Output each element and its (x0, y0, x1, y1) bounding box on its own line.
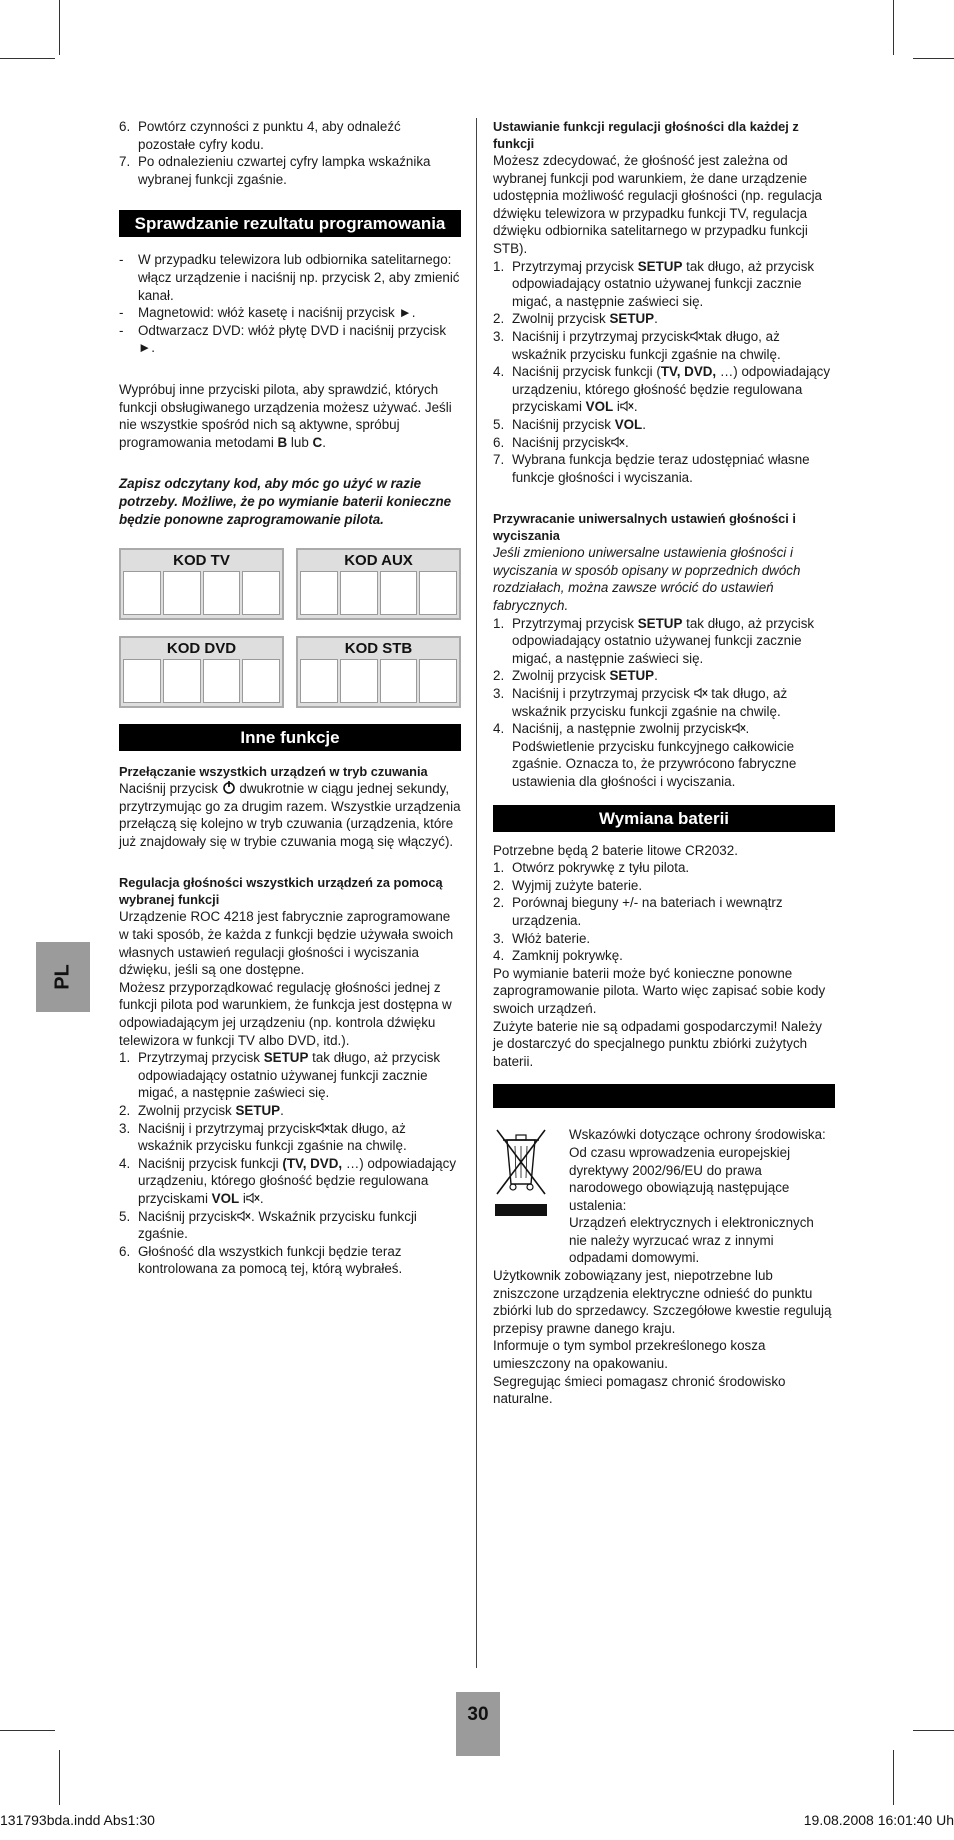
reset-volume-paragraph: Jeśli zmieniono uniwersalne ustawienia głośności i wyciszania w sposób opisany w poprzednich dwóch rozdziałach, można zawsze wrócić do ustawień fabrycznych. (493, 545, 801, 614)
set-volume-heading: Ustawianie funkcji regulacji głośności dla każdej z funkcji (493, 119, 799, 151)
footer-file: 131793bda.indd Abs1:30 (0, 1812, 155, 1828)
list-item: 1. Przytrzymaj przycisk SETUP tak długo, aż przycisk odpowiadający ostatnio używanej funkcji zacznie migać, a następnie zaświeci się. (119, 1050, 441, 1101)
standby-heading: Przełączanie wszystkich urządzeń w tryb czuwania (119, 764, 428, 780)
mute-icon (246, 1192, 260, 1204)
code-box-label: KOD STB (344, 640, 413, 658)
code-digit-cell (242, 659, 280, 703)
list-item: 3. Naciśnij i przytrzymaj przycisk tak długo, aż wskaźnik przycisku funkcji zgaśnie na chwilę. (119, 1120, 407, 1154)
mute-icon (611, 436, 625, 448)
list-item: - Odtwarzacz DVD: włóż płytę DVD i naciśnij przycisk ►. (119, 322, 461, 357)
code-digit-cell (163, 571, 201, 615)
list-item: - W przypadku telewizora lub odbiornika satelitarnego: włącz urządzenie i naciśnij np. przycisk 2, aby zmienić kanał. (119, 251, 461, 304)
battery-steps (493, 859, 835, 965)
list-item: 4. Naciśnij przycisk funkcji (TV, DVD, …) odpowiadający urządzeniu, którego głośność będzie regulowana przyciskami VOL i . (493, 364, 831, 415)
code-box-tv (119, 548, 284, 620)
code-boxes (119, 548, 461, 708)
list-item: 6. Naciśnij przycisk . (493, 434, 629, 450)
mute-icon (732, 722, 746, 734)
list-item: 6. Powtórz czynności z punktu 4, aby odnaleźć pozostałe cyfry kodu. (119, 119, 401, 152)
code-digit-cell (340, 571, 378, 615)
environment-text-6: Segregując śmieci pomagasz chronić środowisko naturalne. (493, 1373, 786, 1407)
list-item: 2. Zwolnij przycisk SETUP. (119, 1103, 284, 1118)
battery-paragraph-2: Zużyte baterie nie są odpadami gospodarczymi! Należy je dostarczyć do specjalnego punktu zbiórki zużytych baterii. (493, 1018, 822, 1069)
mute-icon (690, 330, 704, 342)
list-item: 3. Naciśnij i przytrzymaj przycisk tak długo, aż wskaźnik przycisku funkcji zgaśnie na chwilę. (493, 328, 781, 362)
volume-all-paragraph-1: Urządzenie ROC 4218 jest fabrycznie zaprogramowane w taki sposób, że każda z funkcji będzie używała swoich własnych ustawień regulacji głośności i wyciszania dźwięku, jeśli są one dostępne. (119, 909, 454, 978)
code-digit-cell (203, 659, 241, 703)
banner-other-functions: Inne funkcje (119, 724, 461, 751)
code-box-label: KOD DVD (166, 640, 237, 658)
banner-check-programming: Sprawdzanie rezultatu programowania (119, 210, 461, 237)
footer-timestamp: 19.08.2008 16:01:40 Uh (803, 1812, 954, 1828)
list-item: - Magnetowid: włóż kasetę i naciśnij przycisk ►. (119, 304, 461, 322)
environment-text-4: Użytkownik zobowiązany jest, niepotrzebne lub zniszczone urządzenia elektryczne odnieść do punktu zbiórki lub do sprzedawcy. Szczegółowe kwestie regulują przepisy prawne danego kraju. (493, 1268, 832, 1336)
code-box-dvd (119, 636, 284, 708)
list-item: 2. Zwolnij przycisk SETUP. (493, 668, 658, 684)
mute-icon (620, 400, 634, 412)
set-volume-paragraph: Możesz zdecydować, że głośność jest zależna od wybranej funkcji pod warunkiem, że dane urządzenie udostępnia możliwość regulacji głośności (np. regulacja dźwięku telewizora w przypadku funkcji TV, regulacja dźwięku odbiornika satelitarnego w przypadku funkcji STB). (493, 153, 822, 256)
code-box-label: KOD AUX (344, 552, 413, 570)
save-code-note: Zapisz odczytany kod, aby móc go użyć w razie potrzeby. Możliwe, że po wymianie baterii konieczne będzie ponowne zaprogramowanie pilota. (119, 476, 452, 527)
crop-mark (893, 1750, 894, 1805)
environment-notice (493, 1126, 835, 1267)
list-item: 6. Głośność dla wszystkich funkcji będzie teraz kontrolowana za pomocą tej, którą wybrałeś. (119, 1243, 403, 1277)
environment-text-3: Urządzeń elektrycznych i elektronicznych nie należy wyrzucać wraz z innymi odpadami domowymi. (569, 1215, 814, 1266)
environment-text-5: Informuje o tym symbol przekreślonego kosza umieszczony na opakowaniu. (493, 1338, 766, 1372)
right-column (493, 118, 835, 1408)
mute-icon (316, 1122, 330, 1134)
code-box-stb (296, 636, 461, 708)
code-digit-cell (419, 571, 457, 615)
list-item: 4. Naciśnij przycisk funkcji (TV, DVD, …) odpowiadający urządzeniu, którego głośność będzie regulowana przyciskami VOL i . (119, 1155, 457, 1206)
volume-all-paragraph-2: Możesz przyporządkować regulację głośności jednej z funkcji pilota pod warunkiem, że funkcja jest dostępna w odpowiadającym jej urządzeniu (np. kontrola dźwięku telewizora w funkcji TV albo DVD, itd.). (119, 979, 452, 1048)
page-number-box (456, 1692, 500, 1756)
language-tab-label: PL (51, 964, 74, 990)
environment-text-2: Od czasu wprowadzenia europejskiej dyrektywy 2002/96/EU do prawa narodowego obowiązują następujące ustalenia: (569, 1144, 791, 1213)
try-paragraph: Wypróbuj inne przyciski pilota, aby sprawdzić, których funkcji obsługiwanego urządzenia możesz używać. Jeśli nie wszystkie spośród nich są aktywne, spróbuj programowania metodami B lub C. (119, 381, 452, 450)
list-item: 1. Przytrzymaj przycisk SETUP tak długo, aż przycisk odpowiadający ostatnio używanej funkcji zacznie migać, a następnie zaświeci się. (493, 258, 815, 309)
code-digit-cell (123, 571, 161, 615)
list-item: 5. Naciśnij przycisk . Wskaźnik przycisku funkcji zgaśnie. (119, 1208, 417, 1242)
reset-volume-steps (493, 615, 835, 791)
banner-battery-replacement: Wymiana baterii (493, 805, 835, 832)
standby-paragraph: Naciśnij przycisk dwukrotnie w ciągu jednej sekundy, przytrzymując go za drugim razem. Wszystkie urządzenia przełączą się kolejno w tryb czuwania (urządzenia, które już znajdowały się w trybie czuwania mogą się włączyć). (119, 781, 461, 849)
power-icon (222, 780, 236, 794)
list-item: 3. Naciśnij i przytrzymaj przycisk tak długo, aż wskaźnik przycisku funkcji zgaśnie na chwilę. (493, 686, 788, 719)
set-volume-steps (493, 258, 835, 487)
code-digit-cell (242, 571, 280, 615)
reset-volume-heading: Przywracanie uniwersalnych ustawień głośności i wyciszania (493, 511, 796, 544)
mute-icon (237, 1210, 251, 1222)
code-digit-cell (380, 659, 418, 703)
code-digit-cell (340, 659, 378, 703)
code-box-label: KOD TV (173, 552, 230, 570)
crop-mark (59, 0, 60, 55)
crossed-bin-icon (493, 1126, 549, 1218)
code-digit-cell (380, 571, 418, 615)
list-item: 1. Przytrzymaj przycisk SETUP tak długo, aż przycisk odpowiadający ostatnio używanej funkcji zacznie migać, a następnie zaświeci się. (493, 615, 815, 666)
code-digit-cell (203, 571, 241, 615)
code-digit-cell (123, 659, 161, 703)
language-tab (36, 942, 90, 1012)
left-column (119, 118, 461, 1278)
list-item: 3. Włóż baterie. (493, 930, 591, 946)
volume-all-steps (119, 1049, 461, 1278)
code-digit-cell (419, 659, 457, 703)
crop-mark (893, 0, 894, 55)
crop-mark (59, 1750, 60, 1805)
crop-mark (913, 58, 954, 59)
crop-mark (0, 1730, 55, 1731)
code-digit-cell (300, 659, 338, 703)
list-item: 1. Otwórz pokrywkę z tyłu pilota. (493, 860, 690, 876)
list-item: 7. Wybrana funkcja będzie teraz udostępniać własne funkcje głośności i wyciszania. (493, 452, 810, 485)
environment-text-1: Wskazówki dotyczące ochrony środowiska: (569, 1127, 826, 1143)
code-digit-cell (300, 571, 338, 615)
volume-all-heading: Regulacja głośności wszystkich urządzeń za pomocą wybranej funkcji (119, 875, 443, 908)
code-digit-cell (163, 659, 201, 703)
crop-mark (0, 58, 55, 59)
column-divider (476, 118, 477, 1668)
page-number: 30 (467, 1704, 489, 1725)
list-item: 7. Po odnalezieniu czwartej cyfry lampka wskaźnika wybranej funkcji zgaśnie. (119, 154, 431, 187)
crop-mark (913, 1730, 954, 1731)
list-item: 2. Porównaj bieguny +/- na bateriach i wewnątrz urządzenia. (493, 895, 783, 928)
battery-paragraph-1: Po wymianie baterii może być konieczne ponowne zaprogramowanie pilota. Warto więc zapisać sobie kody swoich urządzeń. (493, 965, 826, 1016)
list-item: 2. Wyjmij zużyte baterie. (493, 877, 643, 893)
battery-intro: Potrzebne będą 2 baterie litowe CR2032. (493, 842, 738, 858)
steps-top (119, 118, 461, 188)
list-item: 5. Naciśnij przycisk VOL. (493, 416, 646, 432)
blank-banner (493, 1084, 835, 1108)
mute-icon (694, 687, 708, 699)
list-item: 2. Zwolnij przycisk SETUP. (493, 311, 658, 327)
code-box-aux (296, 548, 461, 620)
list-item: 4. Zamknij pokrywkę. (493, 948, 623, 964)
check-list (119, 251, 461, 357)
list-item: 4. Naciśnij, a następnie zwolnij przycisk . Podświetlenie przycisku funkcyjnego całkowicie zgaśnie. Oznacza to, że przywrócono fabryczne ustawienia dla głośności i wyciszania. (493, 721, 797, 789)
